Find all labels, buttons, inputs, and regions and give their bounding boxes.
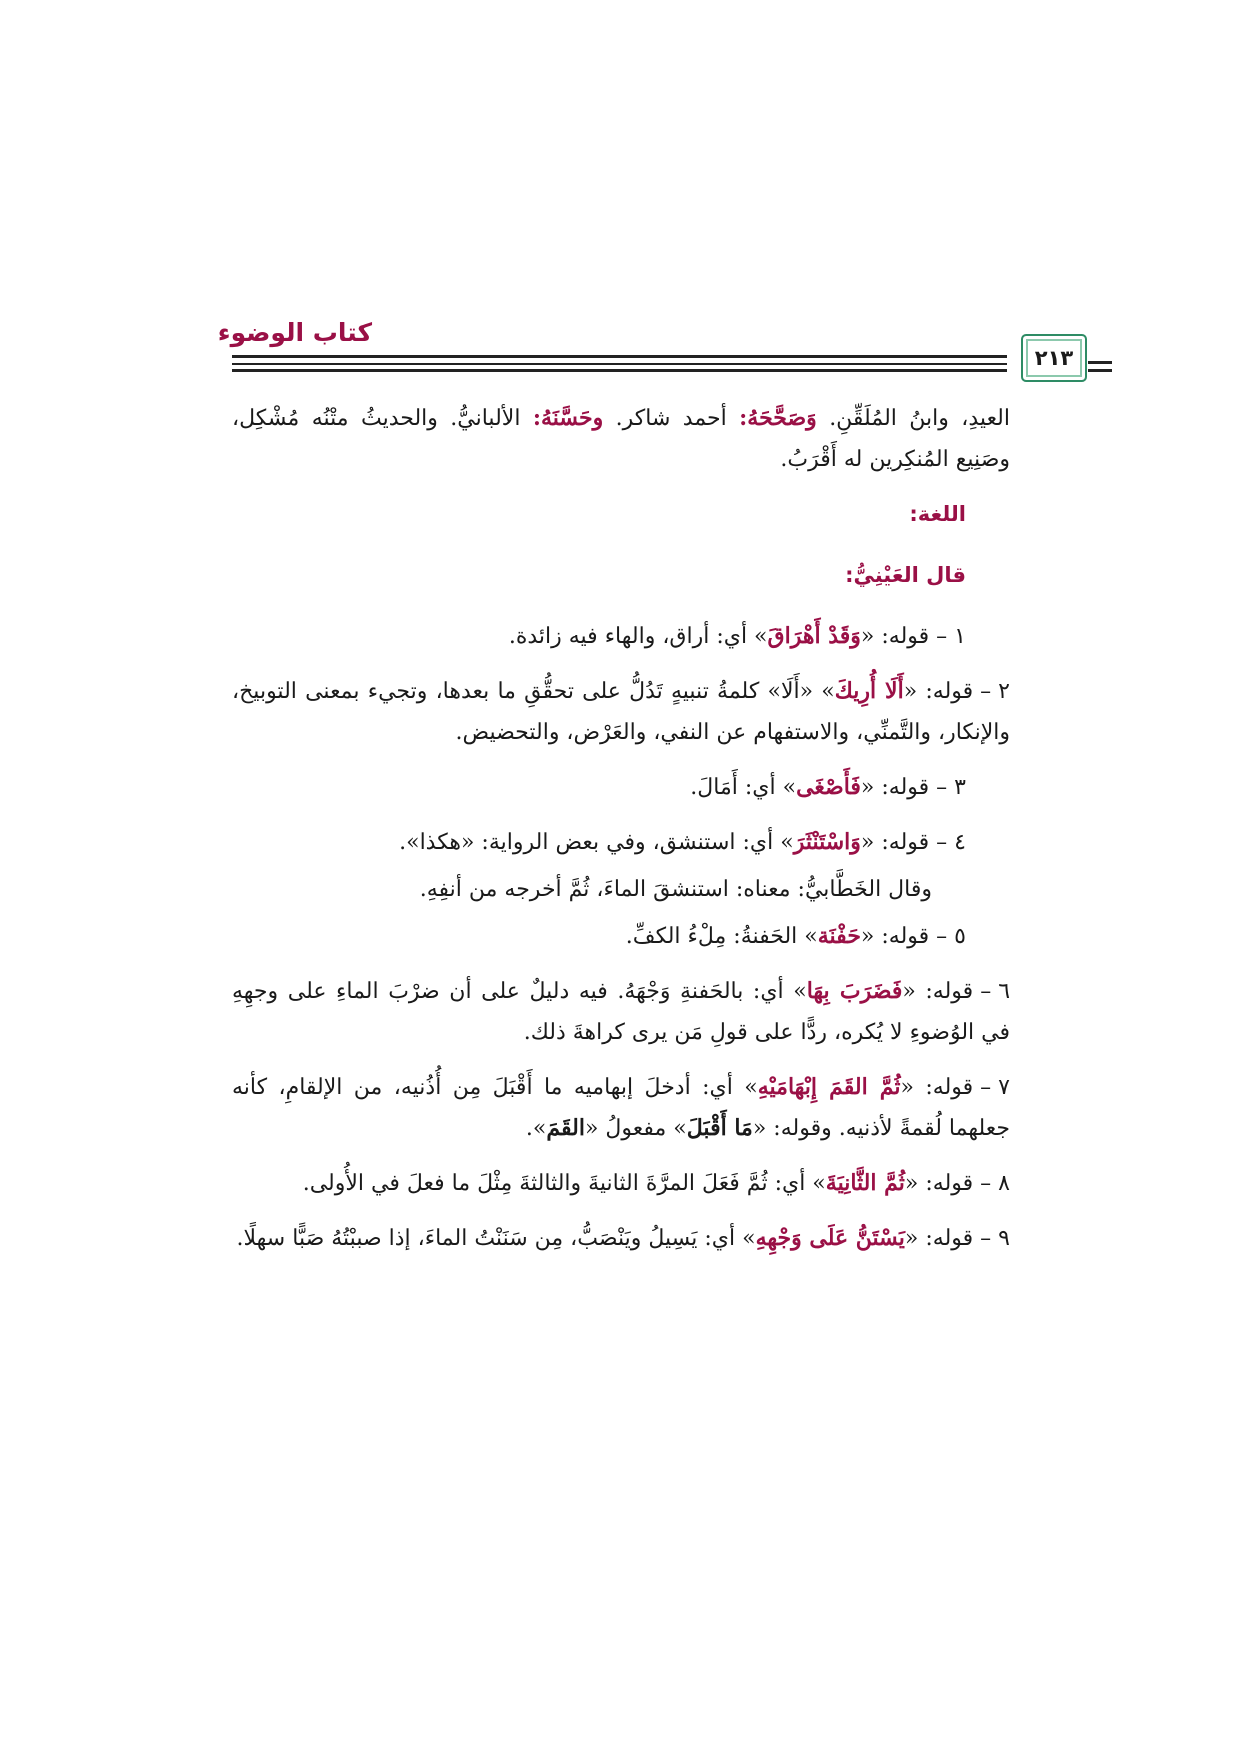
- entry-5: ٥–قوله: «حَفْنَة» الحَفنةُ: مِلْءُ الكفِّ.: [625, 923, 966, 949]
- running-header-title: كتاب الوضوء: [217, 318, 372, 347]
- entry-term: يَسْتَنُّ عَلَى وَجْهِهِ: [755, 1225, 905, 1251]
- section-heading-lugha: اللغة:: [909, 502, 966, 526]
- page-number-frame: [1021, 334, 1087, 382]
- section-heading-aini: قال العَيْنِيُّ:: [845, 563, 966, 587]
- khattabi-note: وقال الخَطَّابيُّ: معناه: استنشقَ الماءَ، ثُمَّ أخرجه من أنفِهِ.: [419, 877, 932, 902]
- entry-term: ثُمَّ الثَّانِيَةَ: [825, 1170, 905, 1196]
- entry-4: ٤–قوله: «وَاسْتَنْثَرَ» أي: استنشق، وفي بعض الرواية: «هكذا».: [399, 829, 966, 855]
- entry-term: فَضَرَبَ بِهَا: [806, 978, 903, 1004]
- page-body: [232, 398, 1010, 1273]
- entry-term: حَفْنَة: [817, 923, 861, 949]
- keyword-sahhahahu: وَصَحَّحَهُ:: [739, 405, 817, 431]
- entry-6: ٦–قوله: «فَضَرَبَ بِهَا» أي: بالحَفنةِ وَجْهَهُ. فيه دليلٌ على أن ضرْبَ الماءِ على وجهِهِ في الوُضوءِ لا يُكره، ردًّا على قولِ مَن يرى كراهةَ ذلك.: [232, 978, 1011, 1045]
- page-number: ٢١٣: [1034, 346, 1074, 370]
- entry-1: ١–قوله: «وَقَدْ أَهْرَاقَ» أي: أراق، والهاء فيه زائدة.: [508, 623, 966, 649]
- entry-3: ٣–قوله: «فَأَصْغَى» أي: أَمَالَ.: [690, 774, 966, 800]
- intro-paragraph: العيدِ، وابنُ المُلَقِّنِ. وَصَحَّحَهُ: أحمد شاكر. وحَسَّنَهُ: الألبانيُّ. والحديثُ متْنُه مُشْكِل، وصَنِيع المُنكِرين له أَقْرَبُ.: [232, 405, 1010, 472]
- entry-term: ثُمَّ القَمَ إِبْهَامَيْهِ: [757, 1074, 901, 1100]
- entry-term: وَقَدْ أَهْرَاقَ: [767, 623, 861, 649]
- header-rule-tail: [1088, 353, 1112, 383]
- entry-term: أَلَا أُرِيكَ: [834, 678, 904, 704]
- entry-2: ٢–قوله: «أَلَا أُرِيكَ» «أَلَا» كلمةُ تنبيهٍ تَدُلُّ على تحقُّقِ ما بعدها، وتجيء بمعنى التوبيخ، والإنكار، والتَّمنِّي، والاستفهام عن النفي، والعَرْض، والتحضيض.: [232, 678, 1010, 745]
- keyword-hassanahu: وحَسَّنَهُ:: [532, 405, 604, 431]
- header-rule: [232, 353, 1007, 383]
- entry-9: ٩–قوله: «يَسْتَنُّ عَلَى وَجْهِهِ» أي: يَسِيلُ ويَنْصَبُّ، مِن سَنَنْتُ الماءَ، إذا صببْتُهُ صَبًّا سهلًا.: [236, 1225, 1010, 1251]
- entry-term-bold: مَا أَقْبَلَ: [686, 1115, 753, 1141]
- entry-7: ٧–قوله: «ثُمَّ القَمَ إِبْهَامَيْهِ» أي: أدخلَ إبهاميه ما أَقْبَلَ مِن أُذُنيه، من الإلقامِ، كأنه جعلهما لُقمةً لأذنيه. وقوله: «مَا أَقْبَلَ» مفعولُ «القَمَ».: [232, 1074, 1010, 1141]
- entry-term-bold: القَمَ: [546, 1115, 585, 1141]
- entry-term: وَاسْتَنْثَرَ: [793, 829, 861, 855]
- entry-8: ٨–قوله: «ثُمَّ الثَّانِيَةَ» أي: ثُمَّ فَعَلَ المرَّةَ الثانيةَ والثالثةَ مِثْلَ ما فعلَ في الأُولى.: [302, 1170, 1010, 1196]
- entry-term: فَأَصْغَى: [796, 774, 861, 800]
